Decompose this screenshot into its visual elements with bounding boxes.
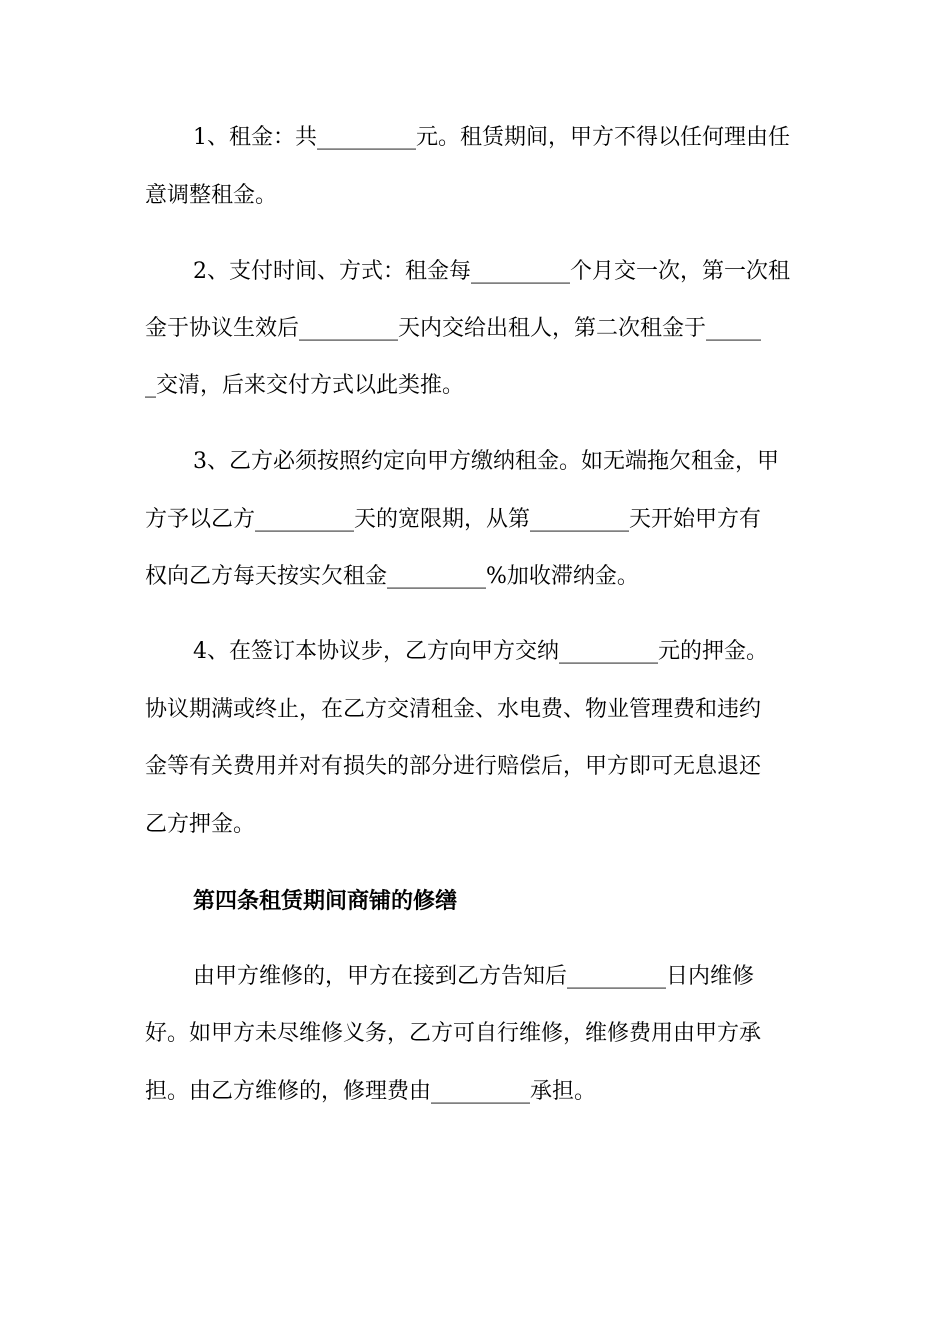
late-payment-line-1: 3、乙方必须按照约定向甲方缴纳租金。如无端拖欠租金，甲 — [193, 449, 779, 474]
rent-amount-line-1: 1、租金：共_________元。租赁期间，甲方不得以任何理由任 — [193, 125, 790, 150]
rent-amount-line-2: 意调整租金。 — [145, 183, 278, 208]
repair-line-3: 担。由乙方维修的，修理费由_________承担。 — [145, 1079, 597, 1104]
deposit-line-4: 乙方押金。 — [145, 812, 256, 837]
payment-terms-line-2: 金于协议生效后_________天内交给出租人，第二次租金于_____ — [145, 316, 762, 341]
repair-line-2: 好。如甲方未尽维修义务，乙方可自行维修，维修费用由甲方承 — [145, 1021, 762, 1046]
payment-terms-line-3: _交清，后来交付方式以此类推。 — [145, 373, 465, 398]
clause-4-heading: 第四条租赁期间商铺的修缮 — [193, 888, 458, 914]
deposit-line-2: 协议期满或终止，在乙方交清租金、水电费、物业管理费和违约 — [145, 697, 762, 722]
deposit-line-3: 金等有关费用并对有损失的部分进行赔偿后，甲方即可无息退还 — [145, 754, 762, 779]
deposit-line-1: 4、在签订本协议步，乙方向甲方交纳_________元的押金。 — [193, 639, 768, 664]
repair-line-1: 由甲方维修的，甲方在接到乙方告知后_________日内维修 — [193, 964, 755, 989]
late-payment-line-3: 权向乙方每天按实欠租金_________%加收滞纳金。 — [145, 564, 639, 589]
late-payment-line-2: 方予以乙方_________天的宽限期，从第_________天开始甲方有 — [145, 507, 762, 532]
payment-terms-line-1: 2、支付时间、方式：租金每_________个月交一次，第一次租 — [193, 259, 790, 284]
